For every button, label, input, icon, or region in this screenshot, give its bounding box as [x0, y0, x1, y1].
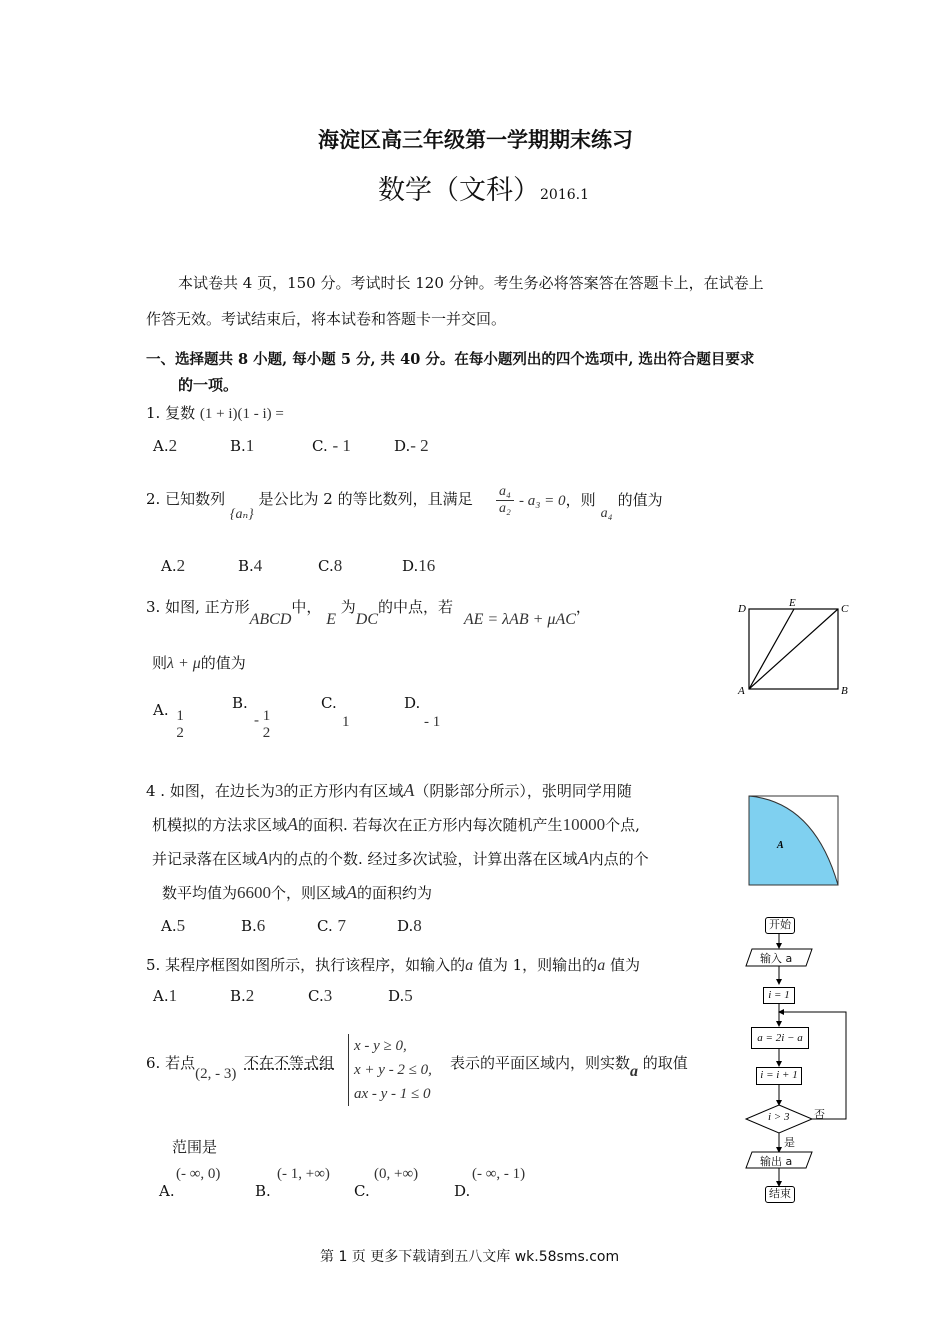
flow-yes: 是 [784, 1136, 795, 1149]
q4-line-1: 4 . 如图，在边长为3的正方形内有区域A（阴影部分所示），张明同学用随 [146, 780, 632, 800]
label-A: A [738, 685, 745, 697]
label-E: E [789, 598, 796, 609]
page-footer: 第 1 页 更多下载请到五八文库 wk.58sms.com [320, 1249, 620, 1265]
q6-option-d-value: (- ∞, - 1) [472, 1166, 526, 1182]
q2-option-c: C.8 [318, 556, 343, 575]
q1-option-a: A.2 [153, 436, 178, 455]
q3-option-d-value: - 1 [424, 714, 441, 730]
q4-line-3: 并记录落在区域A内的点的个数. 经过多次试验，计算出落在区域A内点的个 [152, 848, 649, 868]
q3-option-b-value: - 1 2 [254, 708, 271, 741]
q3-line-2: 则λ + μ的值为 [152, 654, 246, 672]
flow-output: 输出 a [760, 1155, 793, 1168]
q1-option-d: D.- 2 [394, 436, 429, 455]
q3-option-a: A. 1 2 [153, 701, 184, 741]
exam-date: 2016.1 [540, 187, 589, 203]
q5-option-a: A.1 [153, 986, 178, 1005]
q3-option-d: D. [404, 694, 421, 712]
exam-title: 海淀区高三年级第一学期期末练习 [318, 127, 633, 152]
q5-option-d: D.5 [388, 986, 413, 1005]
label-C: C [841, 603, 849, 615]
q4-line-2: 机模拟的方法求区域A的面积. 若每次在正方形内每次随机产生10000个点, [152, 814, 640, 834]
q5-option-b: B.2 [230, 986, 255, 1005]
q6-option-b: B. [255, 1182, 271, 1200]
q4-option-a: A.5 [161, 916, 186, 935]
q4-region-figure [744, 792, 842, 888]
q1-stem: 1. 复数 [146, 404, 196, 422]
q3-option-b: B. [232, 694, 248, 712]
intro-line-1: 本试卷共 4 页，150 分。考试时长 120 分钟。考生务必将答案答在答题卡上，在试卷上 [178, 274, 764, 292]
q4-line-4: 数平均值为6600个，则区域A的面积约为 [162, 882, 433, 902]
q3-option-c-value: 1 [342, 714, 350, 730]
question-2: 2. 已知数列 {aₙ} 是公比为 2 的等比数列，且满足 [146, 490, 473, 522]
question-3: 3. 如图, 正方形ABCD中， E 为DC的中点，若 AE = λAB + μAC， [146, 598, 591, 628]
section-1-heading-2: 的一项。 [178, 376, 239, 394]
q6-option-a: A. [159, 1182, 175, 1200]
q6-tail: 表示的平面区域内，则实数a 的取值 [450, 1054, 688, 1080]
q5-option-c: C.3 [308, 986, 333, 1005]
q3-square-figure [734, 598, 854, 700]
q4-option-c: C. 7 [317, 916, 346, 935]
intro-line-2: 作答无效。考试结束后，将本试卷和答题卡一并交回。 [146, 310, 507, 328]
q6-not-in: 不在不等式组 [244, 1054, 335, 1072]
flow-end: 结束 [765, 1186, 795, 1203]
label-B: B [841, 685, 848, 697]
question-5: 5. 某程序框图如图所示，执行该程序，如输入的a 值为 1，则输出的a 值为 [146, 956, 640, 974]
q1-expr: (1 + i)(1 - i) = [199, 406, 284, 422]
section-1-heading: 一、选择题共 8 小题, 每小题 5 分, 共 40 分。在每小题列出的四个选项中, 选出符合题目要求 [146, 351, 755, 368]
flow-incr: i = i + 1 [756, 1067, 802, 1085]
flowchart-lines [740, 912, 855, 1207]
q3-option-c: C. [321, 694, 337, 712]
flow-assign: a = 2i − a [751, 1027, 809, 1049]
q1-option-c: C. - 1 [312, 436, 351, 455]
region-label: A [777, 840, 784, 851]
q2-seq: {aₙ} [229, 507, 254, 522]
q6-line-2: 范围是 [172, 1138, 218, 1156]
q6-option-c: C. [354, 1182, 370, 1200]
q2-fraction: $\frac{\text{a₄}}{\text{a₂}}$ - a₃ = 0，则 a₄ 的值为 [496, 484, 663, 517]
q6-option-d: D. [454, 1182, 471, 1200]
q6-option-c-value: (0, +∞) [374, 1166, 419, 1182]
question-1 [146, 402, 284, 423]
q2-option-a: A.2 [161, 556, 186, 575]
q4-option-b: B.6 [241, 916, 266, 935]
q2-option-d: D.16 [402, 556, 436, 575]
exam-subtitle: 数学（文科） [378, 175, 540, 206]
label-D: D [738, 603, 746, 615]
flow-input: 输入 a [760, 952, 793, 965]
q1-option-b: B.1 [230, 436, 255, 455]
q6-option-b-value: (- 1, +∞) [277, 1166, 330, 1182]
flow-cond: i > 3 [768, 1111, 790, 1123]
flow-init: i = 1 [763, 987, 795, 1004]
flow-start: 开始 [765, 917, 795, 934]
exam-subtitle-row [378, 168, 589, 207]
q6-option-a-value: (- ∞, 0) [176, 1166, 221, 1182]
q4-option-d: D.8 [397, 916, 422, 935]
flow-no: 否 [814, 1108, 825, 1121]
q6-system: x - y ≥ 0, x + y - 2 ≤ 0, ax - y - 1 ≤ 0 [348, 1034, 432, 1106]
q6-lead: 6. 若点(2, - 3) [146, 1054, 237, 1082]
q2-option-b: B.4 [238, 556, 263, 575]
